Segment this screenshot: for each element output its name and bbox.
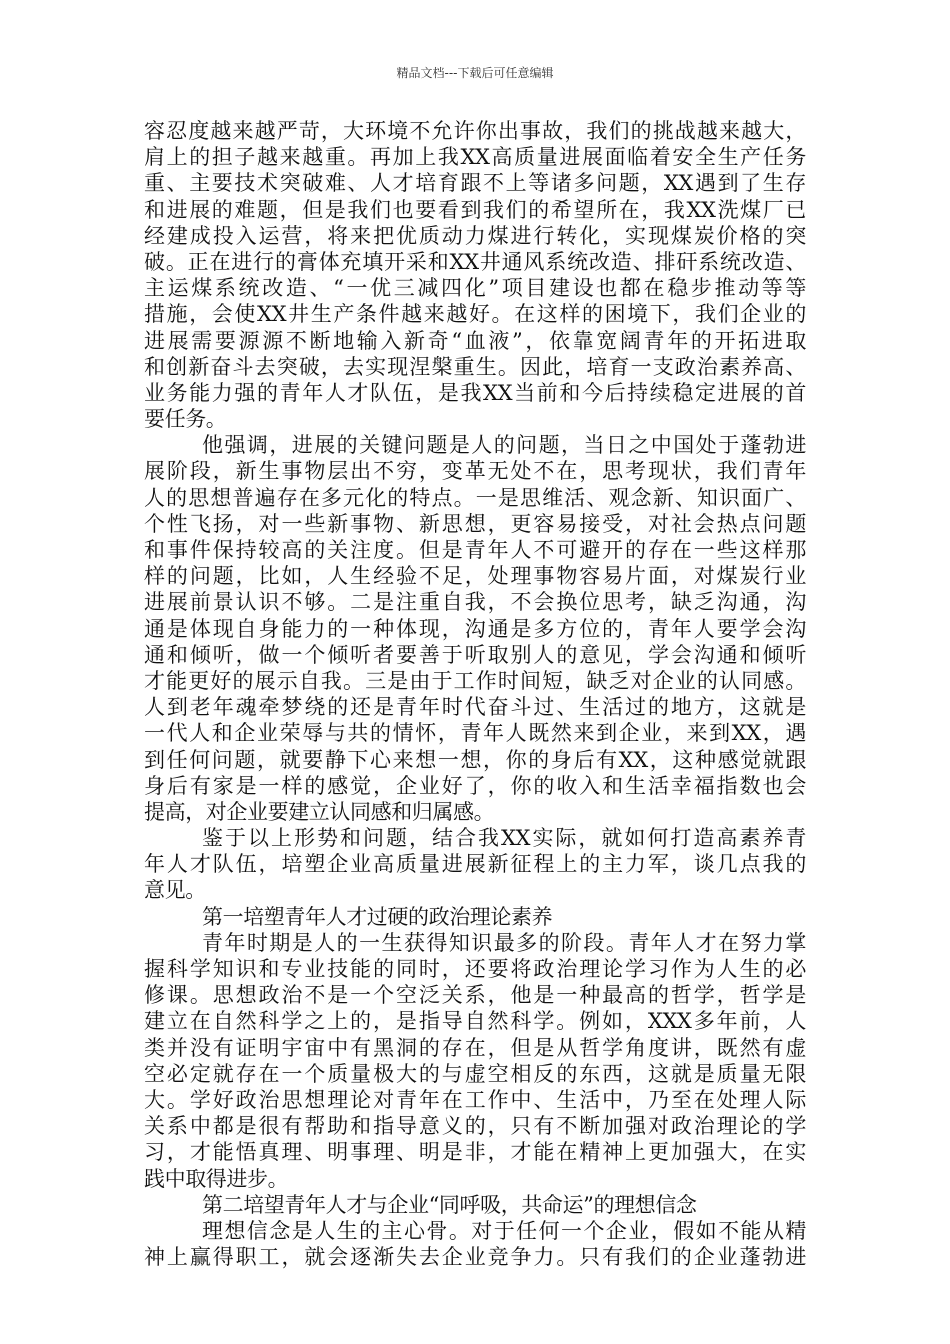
text-line: 关系中都是很有帮助和指导意义的，只有不断加强对政治理论的学: [144, 1114, 806, 1139]
text-line: 到任何问题，就要静下心来想一想，你的身后有XX，这种感觉就跟: [144, 747, 806, 772]
text-line: 神上赢得职工，就会逐渐失去企业竞争力。只有我们的企业蓬勃进: [144, 1245, 806, 1270]
text-line: 习，才能悟真理、明事理、明是非，才能在精神上更加强大，在实: [144, 1140, 806, 1165]
paragraph-start-line: 理想信念是人生的主心骨。对于任何一个企业，假如不能从精: [202, 1218, 806, 1243]
text-line: 大。学好政治思想理论对青年在工作中、生活中，乃至在处理人际: [144, 1087, 806, 1112]
paragraph-start-line: 青年时期是人的一生获得知识最多的阶段。青年人才在努力掌: [202, 930, 806, 955]
text-line: 重、主要技术突破难、人才培育跟不上等诸多问题，XX遇到了生存: [144, 171, 806, 196]
text-line: 肩上的担子越来越重。再加上我XX高质量进展面临着安全生产任务: [144, 145, 806, 170]
body-text: [144, 118, 806, 1270]
text-line: 破。正在进行的膏体充填开采和XX井通风系统改造、排矸系统改造、: [144, 249, 806, 274]
text-line: 空必定就存在一个质量极大的与虚空相反的东西，这就是质量无限: [144, 1061, 806, 1086]
text-line: 才能更好的展示自我。三是由于工作时间短，缺乏对企业的认同感。: [144, 668, 806, 693]
text-line: 建立在自然科学之上的，是指导自然科学。例如，XXX多年前，人: [144, 1009, 806, 1034]
text-line: 展阶段，新生事物层出不穷，变革无处不在，思考现状，我们青年: [144, 459, 806, 484]
text-line: 年人才队伍，培塑企业高质量进展新征程上的主力军，谈几点我的: [144, 852, 806, 877]
text-line: 业务能力强的青年人才队伍，是我XX当前和今后持续稳定进展的首: [144, 380, 806, 405]
paragraph-start-line: 他强调，进展的关键问题是人的问题，当日之中国处于蓬勃进: [202, 433, 806, 458]
text-line: 践中取得进步。: [144, 1166, 289, 1191]
text-line: 容忍度越来越严苛，大环境不允许你出事故，我们的挑战越来越大，: [144, 119, 806, 143]
text-line: 通和倾听，做一个倾听者要善于听取别人的意见，学会沟通和倾听: [144, 642, 806, 667]
text-line: 通是体现自身能力的一种体现，沟通是多方位的，青年人要学会沟: [144, 616, 806, 641]
section-heading: 第一培塑青年人才过硬的政治理论素养: [202, 904, 553, 929]
page-header: 精品文档---下载后可任意编辑: [396, 66, 554, 80]
text-line: 提高，对企业要建立认同感和归属感。: [144, 799, 495, 824]
text-line: 主运煤系统改造、“一优三减四化”项目建设也都在稳步推动等等: [144, 276, 806, 301]
text-line: 要任务。: [144, 407, 227, 432]
text-line: 一代人和企业荣辱与共的情怀，青年人既然来到企业，来到XX，遇: [144, 721, 806, 746]
text-line: 握科学知识和专业技能的同时，还要将政治理论学习作为人生的必: [144, 957, 806, 981]
paragraph-start-line: 鉴于以上形势和问题，结合我XX实际，就如何打造高素养青: [202, 826, 806, 851]
text-line: 修课。思想政治不是一个空泛关系，他是一种最高的哲学，哲学是: [144, 983, 806, 1008]
text-line: 和创新奋斗去突破，去实现涅槃重生。因此，培育一支政治素养高、: [144, 354, 806, 379]
text-line: 进展需要源源不断地输入新奇“血液”，依靠宽阔青年的开拓进取: [144, 328, 806, 353]
text-line: 意见。: [144, 878, 206, 903]
text-line: 和进展的难题，但是我们也要看到我们的希望所在，我XX洗煤厂已: [144, 197, 806, 222]
text-line: 人的思想普遍存在多元化的特点。一是思维活、观念新、知识面广、: [144, 485, 806, 510]
section-heading: 第二培望青年人才与企业“同呼吸，共命运”的理想信念: [202, 1192, 697, 1217]
text-line: 身后有家是一样的感觉，企业好了，你的收入和生活幸福指数也会: [144, 773, 806, 798]
text-line: 样的问题，比如，人生经验不足，处理事物容易片面，对煤炭行业: [144, 564, 806, 589]
text-line: 进展前景认识不够。二是注重自我，不会换位思考，缺乏沟通，沟: [144, 590, 806, 615]
text-line: 措施，会使XX井生产条件越来越好。在这样的困境下，我们企业的: [144, 302, 806, 327]
text-line: 经建成投入运营，将来把优质动力煤进行转化，实现煤炭价格的突: [144, 223, 806, 248]
text-line: 个性飞扬，对一些新事物、新思想，更容易接受，对社会热点问题: [144, 511, 806, 536]
text-line: 人到老年魂牵梦绕的还是青年时代奋斗过、生活过的地方，这就是: [144, 695, 806, 720]
text-line: 类并没有证明宇宙中有黑洞的存在，但是从哲学角度讲，既然有虚: [144, 1035, 806, 1060]
text-line: 和事件保持较高的关注度。但是青年人不可避开的存在一些这样那: [144, 538, 806, 562]
